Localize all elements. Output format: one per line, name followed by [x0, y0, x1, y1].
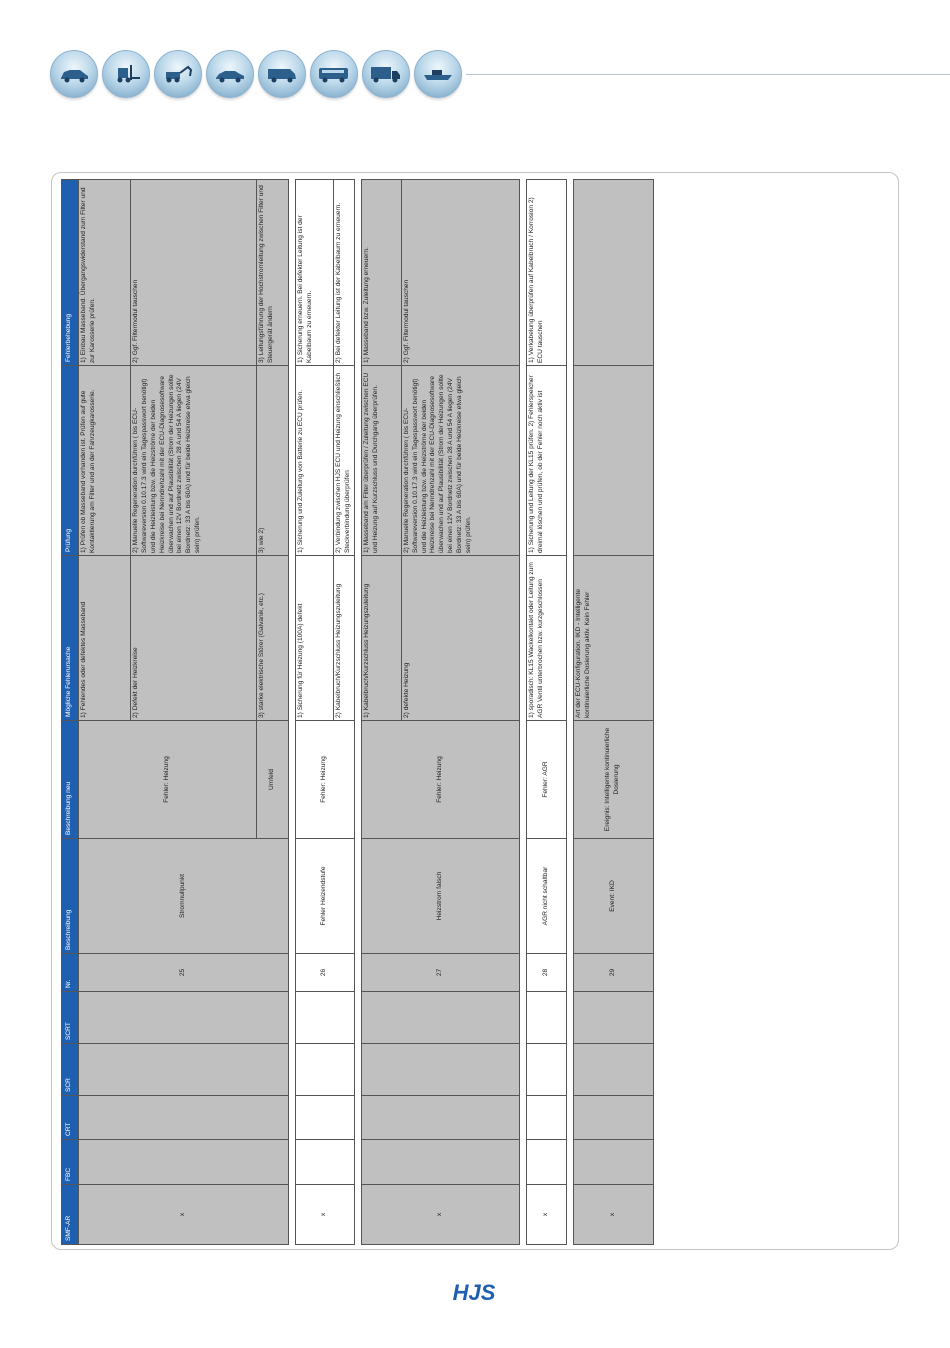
cell-crt	[361, 1096, 519, 1140]
col-behebung: Fehlerbehebung	[62, 180, 79, 366]
truck-icon[interactable]	[362, 50, 410, 98]
cell-scr	[573, 1044, 653, 1096]
cell-ursache: 1) Fehlendes oder defektes Masseband	[79, 556, 131, 721]
boat-icon[interactable]	[414, 50, 462, 98]
sedan-icon[interactable]	[206, 50, 254, 98]
cell-pruefung: 2) Manuelle Regeneration durchführen ( bis ECU-Softwareversion 0.10.17.3 wird ein Tagespasswort benötigt) und die Heizleistung bzw. die Heizströme der beiden Heizkreise bei Nenndrehzahl mit der ECU-Diagnosesoftware überwachen und auf Plausibilität (Strom der Heizungen sollte bei einen 12V Bordnetz zwischen 28 A und 54 A liegen (24V Bordnetz: 33 A bis 60A) und für beide Heizkreise etwa gleich sein) prüfen.	[131, 366, 257, 556]
cell-fbc	[573, 1140, 653, 1185]
cell-pruefung: 2) Manuelle Regeneration durchführen ( bis ECU-Softwareversion 0.10.17.3 wird ein Tagespasswort benötigt) und die Heizleistung bzw. die Heizströme der beiden Heizkreise bei Nenndrehzahl mit der ECU-Diagnosesoftware überwachen und auf Plausibilität (Strom der Heizungen sollte bei einen 12V Bordnetz zwischen 28 A und 54 A liegen (24V Bordnetz: 33 A bis 60A) und für beide Heizkreise etwa gleich sein) prüfen.	[401, 366, 519, 556]
cell-ursache: 2) Kabelbruch/Kurzschluss Heizungszuleitung	[334, 556, 355, 721]
cell-nr: 26	[296, 954, 355, 992]
cell-pruefung: 1) Masseband am Filter überprüfen / Zuleitung zwischen ECU und Heizung auf Kurzschluss und Durchgang überprüfen.	[361, 366, 401, 556]
col-beschreibung: Beschreibung	[62, 839, 79, 954]
cell-fbc	[526, 1140, 566, 1185]
cell-behebung: 1) Einbau Masseband. Übergangswiderstand zum Filter und zur Karosserie prüfen.	[79, 180, 131, 366]
cell-samar: x	[573, 1185, 653, 1245]
cell-samar: x	[296, 1185, 355, 1245]
cell-samar: x	[526, 1185, 566, 1245]
cell-crt	[573, 1096, 653, 1140]
cell-ursache: 1) Sicherung für Heizung (100A) defekt	[296, 556, 334, 721]
cell-beschreibung: Fehler Heizendstufe	[296, 839, 355, 954]
cell-pruefung: 1) Prüfen ob Masseband vorhanden ist. Prüfen auf gute Kontaktierung am Filter und an der Fahrzeugkarosserie.	[79, 366, 131, 556]
cell-beschreibung: Event: IKD	[573, 839, 653, 954]
cell-ursache: 2) defekte Heizung	[401, 556, 519, 721]
col-fbc: FBC	[62, 1140, 79, 1185]
cell-fbc	[361, 1140, 519, 1185]
cell-fbc	[79, 1140, 289, 1185]
cell-beschreibung-neu: Fehler: Heizung	[79, 721, 257, 839]
cell-beschreibung: AGR nicht schaltbar	[526, 839, 566, 954]
col-crt: CRT	[62, 1096, 79, 1140]
col-samar: SMF-AR	[62, 1185, 79, 1245]
cell-ursache: 2) Defekt der Heizkreise	[131, 556, 257, 721]
car-icon[interactable]	[50, 50, 98, 98]
logo-text: HJS	[452, 1280, 496, 1304]
cell-nr: 27	[361, 954, 519, 992]
cell-crt	[296, 1096, 355, 1140]
cell-scrt	[526, 992, 566, 1044]
cell-beschreibung-neu: Umfeld	[257, 721, 289, 839]
cell-behebung	[573, 180, 653, 366]
error-table	[61, 179, 654, 1245]
col-pruefung: Prüfung	[62, 366, 79, 556]
cell-beschreibung: Stromnullpunkt	[79, 839, 289, 954]
cell-scr	[79, 1044, 289, 1096]
table-row-25a	[79, 180, 131, 1245]
cell-pruefung	[573, 366, 653, 556]
table-header-row	[62, 180, 79, 1245]
cell-samar: x	[361, 1185, 519, 1245]
bus-icon[interactable]	[310, 50, 358, 98]
cell-beschreibung-neu: Ereignis: Intelligente kontinuierliche Dosierung	[573, 721, 653, 839]
cell-pruefung: 1) Sicherung und Zuleitung von Batterie zu ECU prüfen.	[296, 366, 334, 556]
cell-beschreibung-neu: Fehler: AGR	[526, 721, 566, 839]
cell-ursache: 1) Kabelbruch/Kurzschluss Heizungszuleitung	[361, 556, 401, 721]
cell-scr	[526, 1044, 566, 1096]
col-scrt: SCRT	[62, 992, 79, 1044]
col-ursache: Mögliche Fehlerursache	[62, 556, 79, 721]
cell-pruefung: 2) Verbindung zwischen HJS ECU und Heizung einschließlich Steckverbindung überprüfen	[334, 366, 355, 556]
cell-behebung: 2) Bei defekter Leitung ist der Kabelbaum zu erneuern.	[334, 180, 355, 366]
table-row-26a	[296, 180, 334, 1245]
cell-crt	[526, 1096, 566, 1140]
hjs-logo	[432, 1280, 516, 1304]
cell-scrt	[79, 992, 289, 1044]
col-scr: SCR	[62, 1044, 79, 1096]
cell-ursache: 3) starke elektrische Störer (Galvanik, etc.)	[257, 556, 289, 721]
cell-behebung: 1) Sicherung erneuern. Bei defekter Leitung ist der Kabelbaum zu erneuern.	[296, 180, 334, 366]
cell-scrt	[573, 992, 653, 1044]
cell-beschreibung-neu: Fehler: Heizung	[296, 721, 355, 839]
cell-nr: 28	[526, 954, 566, 992]
forklift-icon[interactable]	[102, 50, 150, 98]
cell-scrt	[361, 992, 519, 1044]
cell-behebung: 2) Ggf. Filtermodul tauschen	[401, 180, 519, 366]
cell-beschreibung: Heizstrom falsch	[361, 839, 519, 954]
cell-behebung: 1) Verkabelung überprüfen auf Kabelbruch / Korrosion 2) ECU tauschen	[526, 180, 566, 366]
cell-behebung: 2) Ggf. Filtermodul tauschen	[131, 180, 257, 366]
cell-behebung: 1) Masseband bzw. Zuleitung erneuern.	[361, 180, 401, 366]
cell-behebung: 3) Leitungsführung der Hochstromleitung zwischen Filter und Steuergerät ändern	[257, 180, 289, 366]
cell-ursache: Art der ECU-Konfiguration. IKD - Intelligente kontinuierliche Dosierung aktiv. Kein Fehler	[573, 556, 653, 721]
cell-pruefung: 1) Sicherung und Leitung der KL15 prüfen. 2) Fehlerspeicher dreimal löschen und prüfen, ob der Fehler noch aktiv ist	[526, 366, 566, 556]
cell-nr: 25	[79, 954, 289, 992]
cell-ursache: 1) sporadisch: KL15 Wackelkontakt oder Leitung zum AGR Ventil unterbrochen bzw. kurzgeschlossen	[526, 556, 566, 721]
cell-nr: 29	[573, 954, 653, 992]
cell-fbc	[296, 1140, 355, 1185]
cell-beschreibung-neu: Fehler: Heizung	[361, 721, 519, 839]
col-beschreibung-neu: Beschreibung neu	[62, 721, 79, 839]
cell-scrt	[296, 992, 355, 1044]
table-row-29	[573, 180, 653, 1245]
construction-machine-icon[interactable]	[154, 50, 202, 98]
cell-scr	[361, 1044, 519, 1096]
cell-pruefung: 3) wie 2)	[257, 366, 289, 556]
van-icon[interactable]	[258, 50, 306, 98]
cell-samar: x	[79, 1185, 289, 1245]
header-rule	[466, 74, 950, 75]
table-row-28	[526, 180, 566, 1245]
error-table-rotated	[61, 180, 645, 1245]
col-nr: Nr.	[62, 954, 79, 992]
cell-scr	[296, 1044, 355, 1096]
cell-crt	[79, 1096, 289, 1140]
table-row-27a	[361, 180, 401, 1245]
